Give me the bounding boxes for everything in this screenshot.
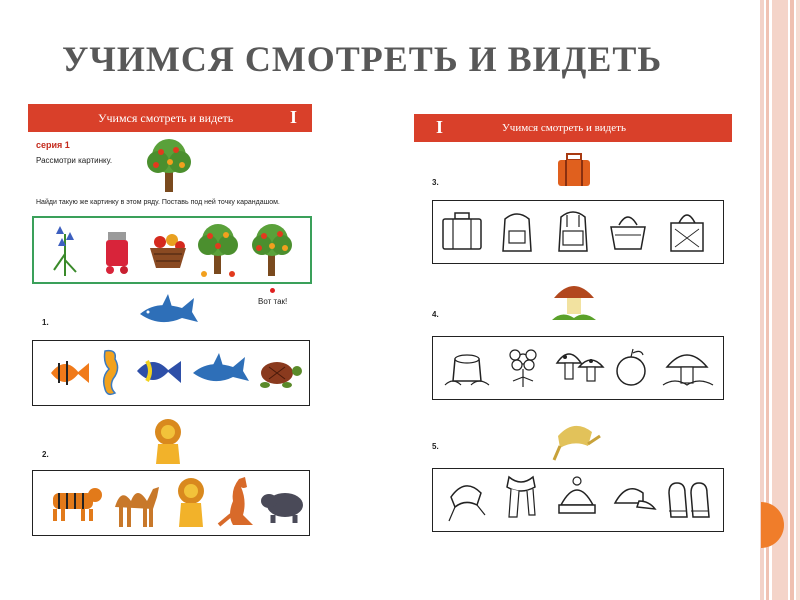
cap-icon: [609, 479, 657, 519]
answer-note: Вот так!: [258, 297, 288, 306]
suitcase-target-icon: [556, 152, 592, 188]
earflap-hat-icon: [441, 475, 489, 523]
left-banner-number: I: [290, 107, 298, 127]
jam-jar-icon: [102, 230, 132, 274]
shark-icon: [189, 351, 251, 391]
right-banner-number: I: [436, 117, 444, 137]
apple-tree-with-fruit-icon: [196, 222, 240, 278]
task-4-number: 4.: [432, 310, 439, 319]
decor-stripe: [796, 0, 800, 600]
camel-icon: [109, 477, 167, 529]
handbag-icon: [607, 209, 649, 253]
tree-stump-icon: [443, 345, 491, 389]
winter-hat-target-icon: [548, 416, 604, 462]
task-4-row: [432, 336, 724, 400]
bluebell-flower-icon: [50, 224, 80, 276]
turtle-icon: [255, 357, 303, 389]
flower-icon: [503, 345, 543, 389]
task-2-number: 2.: [42, 450, 49, 459]
task-3-number: 3.: [432, 178, 439, 187]
kangaroo-icon: [217, 475, 257, 529]
angelfish-icon: [133, 351, 183, 393]
task-5-row: [432, 468, 724, 532]
task-3-row: [432, 200, 724, 264]
backpack-2-icon: [553, 207, 593, 253]
instruction-find: Найди такую же картинку в этом ряду. Поставь под ней точку карандашом.: [36, 199, 280, 206]
decor-stripe: [790, 0, 794, 600]
instruction-look: Рассмотри картинку.: [36, 156, 113, 165]
apple-tree-icon: [250, 222, 294, 278]
task-1-row: [32, 340, 310, 406]
lion-target-icon: [152, 418, 186, 466]
lion-icon: [173, 477, 209, 529]
left-workbook-page: [28, 104, 316, 544]
task-1-number: 1.: [42, 318, 49, 327]
answer-dot: [270, 288, 275, 293]
apple-tree-target-icon: [146, 138, 192, 194]
seahorse-icon: [95, 347, 127, 399]
left-page-banner: [28, 104, 312, 132]
knit-hat-icon: [555, 475, 599, 519]
mittens-icon: [665, 477, 715, 523]
left-banner-title: Учимся смотреть и видеть: [98, 111, 234, 125]
right-banner-title: Учимся смотреть и видеть: [502, 122, 626, 134]
hippo-icon: [261, 487, 305, 523]
shopping-bag-icon: [665, 205, 709, 255]
shark-target-icon: [136, 292, 200, 332]
series-label: серия 1: [36, 140, 70, 150]
task-2-row: [32, 470, 310, 536]
right-page-banner: [414, 114, 732, 142]
example-row: [32, 216, 312, 284]
suitcase-icon: [441, 211, 485, 251]
decor-orange-circle: [738, 502, 784, 548]
basket-of-apples-icon: [148, 232, 188, 272]
mushroom-icon: [661, 343, 715, 389]
tiger-icon: [45, 483, 103, 523]
scarf-icon: [499, 473, 543, 523]
backpack-icon: [497, 209, 537, 253]
task-5-number: 5.: [432, 442, 439, 451]
slide-title: УЧИМСЯ СМОТРЕТЬ И ВИДЕТЬ: [62, 39, 663, 79]
right-workbook-page: [410, 112, 740, 542]
mushroom-target-icon: [550, 280, 598, 322]
mushrooms-icon: [553, 343, 607, 389]
apple-icon: [613, 347, 653, 389]
striped-fish-icon: [47, 353, 89, 393]
